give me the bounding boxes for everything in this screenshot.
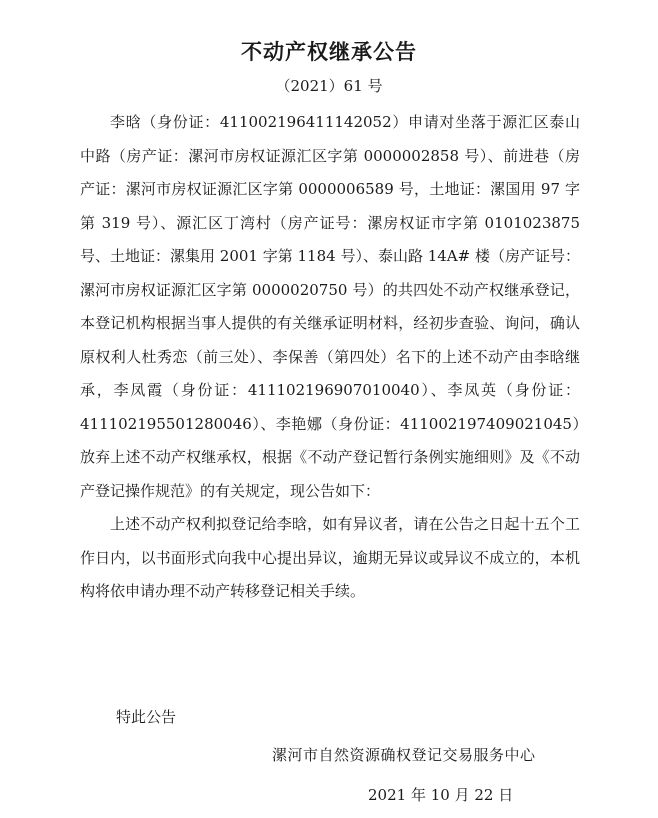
notice-title: 不动产权继承公告 [241, 39, 417, 64]
notice-body [80, 106, 580, 609]
notice-number: （2021）61 号 [275, 77, 383, 95]
issue-date: 2021 年 10 月 22 日 [368, 786, 514, 804]
notice-closing: 特此公告 [116, 708, 177, 726]
notice-paragraph-1: 李晗（身份证：411002196411142052）申请对坐落于源汇区泰山中路（房产证：漯河市房权证源汇区字第 0000002858 号）、前进巷（房产证：漯河市房权证源汇区字第 0000006589 号，土地证：漯国用 97 字第 319 号）、源汇区丁湾村（房产证号：漯房权证市字第 0101023875 号、土地证：漯集用 2001 字第 1184 号）、泰山路 14A# 楼（房产证号：漯河市房权证源汇区字第 0000020750 号）的共四处不动产权继承登记，本登记机构根据当事人提供的有关继承证明材料，经初步查验、询问，确认原权利人杜秀恋（前三处）、李保善（第四处）名下的上述不动产由李晗继承，李凤霞（身份证：411102196907010040）、李凤英（身份证：411102195501280046）、李艳娜（身份证：411002197409021045）放弃上述不动产权继承权，根据《不动产登记暂行条例实施细则》及《不动产登记操作规范》的有关规定，现公告如下： [80, 113, 580, 500]
issuer-name: 漯河市自然资源确权登记交易服务中心 [272, 746, 536, 764]
notice-paragraph-2: 上述不动产权利拟登记给李晗，如有异议者，请在公告之日起十五个工作日内，以书面形式向我中心提出异议，逾期无异议或异议不成立的，本机构将依申请办理不动产转移登记相关手续。 [80, 515, 580, 600]
